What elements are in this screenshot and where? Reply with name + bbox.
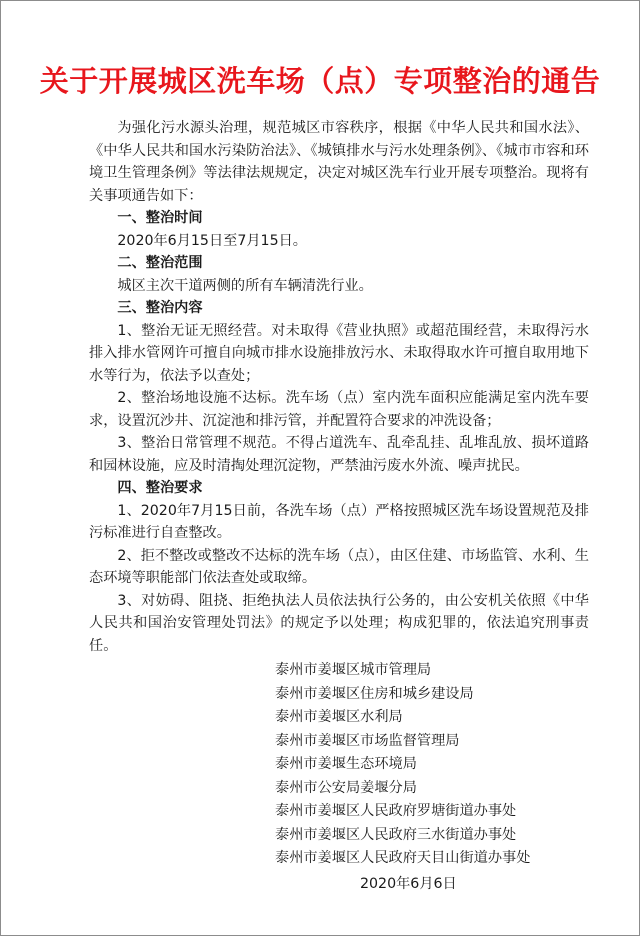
signatory: 泰州市姜堰区水利局 — [275, 709, 403, 725]
notice-title: 关于开展城区洗车场（点）专项整治的通告 — [39, 64, 601, 98]
section-paragraph: 3、对妨碍、阻挠、拒绝执法人员依法执行公务的，由公安机关依照《中华人民共和国治安管理处罚法》的规定予以处理；构成犯罪的，依法追究刑事责任。 — [89, 592, 589, 654]
section-time — [89, 207, 589, 252]
section-heading: 四、整治要求 — [117, 480, 203, 496]
section-paragraph: 2、整治场地设施不达标。洗车场（点）室内洗车面积应能满足室内洗车要求，设置沉沙井、沉淀池和排污管，并配置符合要求的冲洗设备； — [89, 390, 589, 429]
section-paragraph: 城区主次干道两侧的所有车辆清洗行业。 — [117, 277, 373, 294]
section-paragraph: 1、2020年7月15日前，各洗车场（点）严格按照城区洗车场设置规范及排污标准进行自查整改。 — [89, 502, 589, 541]
section-paragraph: 2020年6月15日至7月15日。 — [117, 232, 307, 249]
signatory: 泰州市姜堰区市场监督管理局 — [275, 732, 460, 749]
section-paragraph: 2、拒不整改或整改不达标的洗车场（点），由区住建、市场监管、水利、生态环境等职能部门依法查处或取缔。 — [89, 547, 589, 586]
notice-date: 2020年6月6日 — [360, 876, 457, 892]
section-scope — [89, 252, 589, 297]
intro-paragraph: 为强化污水源头治理，规范城区市容秩序，根据《中华人民共和国水法》、《中华人民共和国水污染防治法》、《城镇排水与污水处理条例》、《城市市容和环境卫生管理条例》等法律法规规定，决定对城区洗车行业开展专项整治。现将有关事项通告如下： — [89, 120, 589, 204]
signatory: 泰州市姜堰区城市管理局 — [275, 662, 432, 678]
signatory: 泰州市姜堰区人民政府天目山街道办事处 — [275, 850, 531, 866]
notice-body — [89, 117, 589, 657]
section-heading: 三、整治内容 — [117, 300, 203, 316]
section-heading: 一、整治时间 — [117, 210, 203, 226]
signatory: 泰州市姜堰生态环境局 — [275, 756, 417, 772]
section-paragraph: 1、整治无证无照经营。对未取得《营业执照》或超范围经营，未取得污水排入排水管网许可擅自向城市排水设施排放污水、未取得取水许可擅自取用地下水等行为，依法予以查处； — [89, 322, 589, 384]
signatory: 泰州市姜堰区住房和城乡建设局 — [275, 685, 474, 702]
signatory: 泰州市姜堰区人民政府罗塘街道办事处 — [275, 803, 517, 819]
section-content — [89, 297, 589, 477]
section-paragraph: 3、整治日常管理不规范。不得占道洗车、乱牵乱挂、乱堆乱放、损坏道路和园林设施，应及时清掏处理沉淀物，严禁油污废水外流、噪声扰民。 — [89, 435, 589, 474]
signatory-list — [275, 659, 530, 871]
signatory: 泰州市姜堰区人民政府三水街道办事处 — [275, 826, 517, 843]
section-heading: 二、整治范围 — [117, 255, 203, 271]
section-requirements — [89, 477, 589, 657]
signatory: 泰州市公安局姜堰分局 — [275, 779, 417, 796]
